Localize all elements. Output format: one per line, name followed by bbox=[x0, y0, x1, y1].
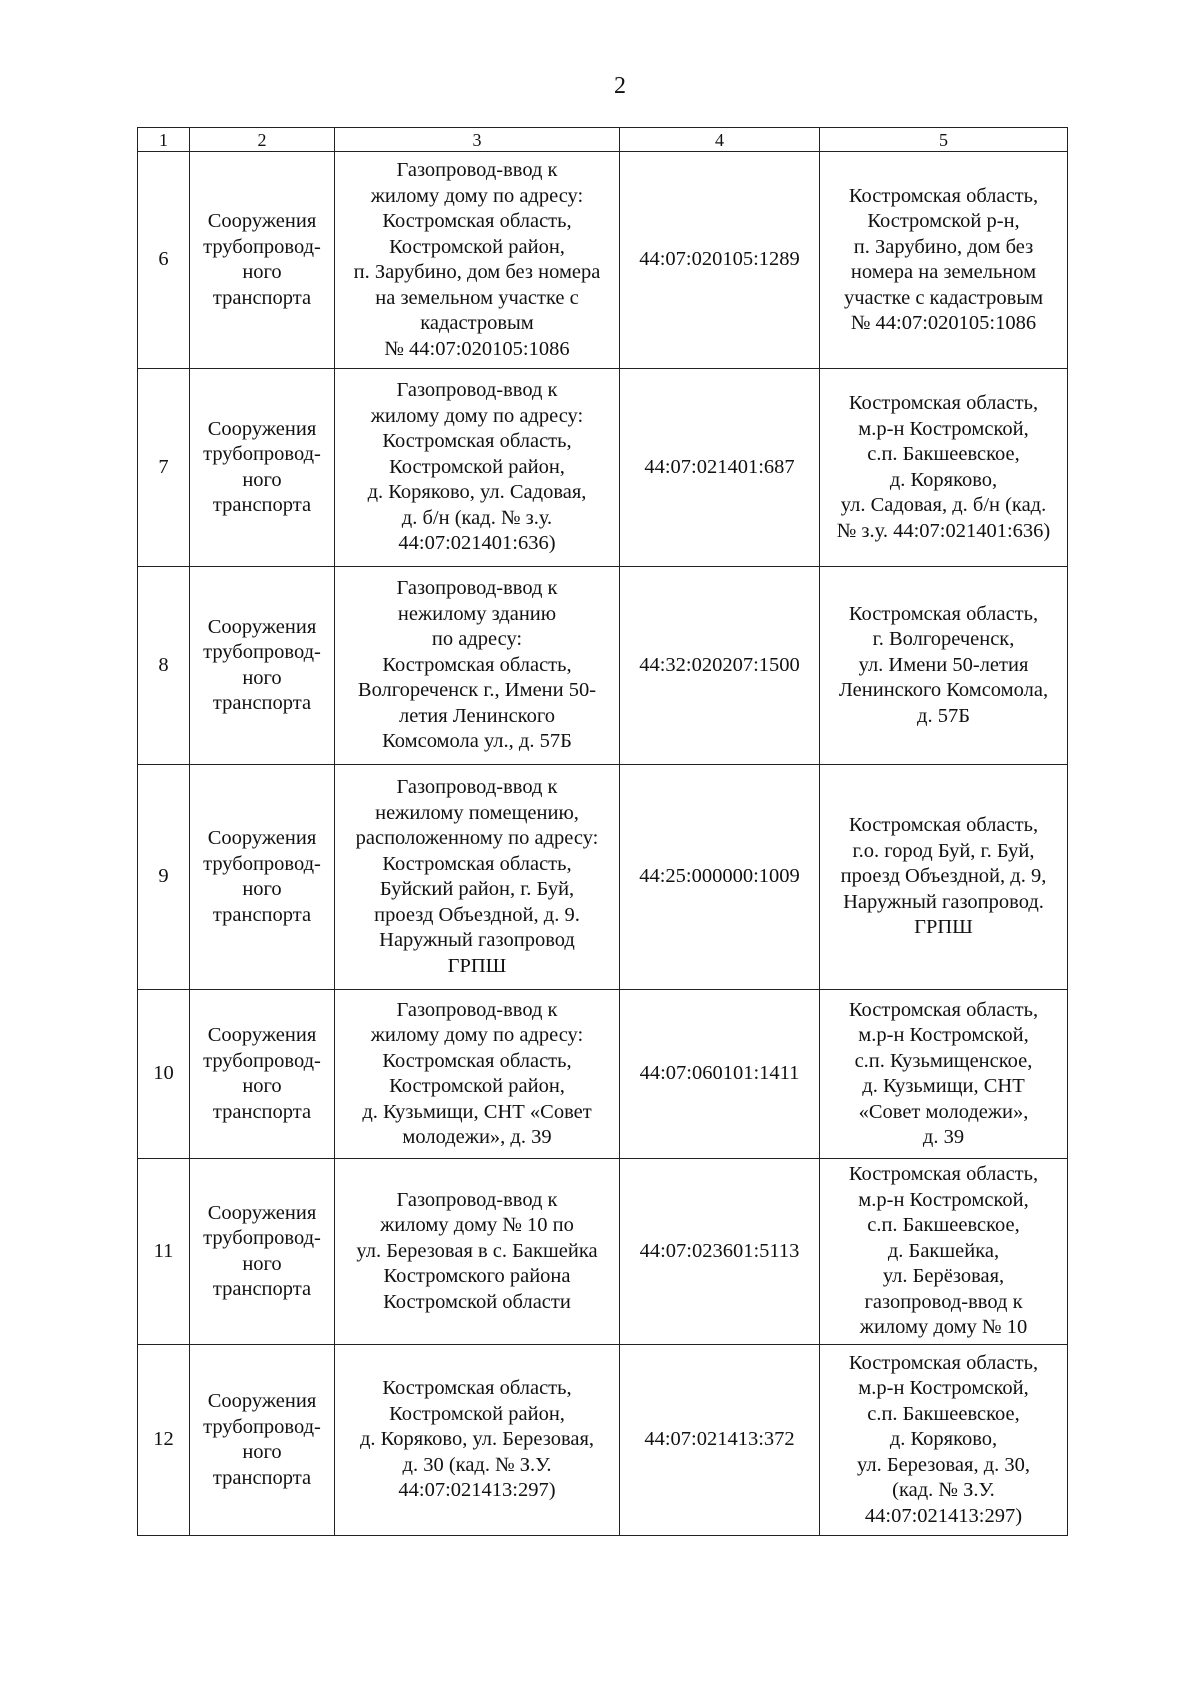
object-type-cell: Сооружения трубопровод- ного транспорта bbox=[190, 152, 335, 369]
table-row bbox=[138, 990, 1068, 1159]
column-number: 4 bbox=[620, 128, 820, 152]
address-cell: Костромская область, Костромской р-н, п. Зарубино, дом без номера на земельном участке с кадастровым № 44:07:020105:1086 bbox=[820, 152, 1068, 369]
row-number-cell: 9 bbox=[138, 765, 190, 990]
row-number-cell: 10 bbox=[138, 990, 190, 1159]
address-cell: Костромская область, м.р-н Костромской, с.п. Бакшеевское, д. Коряково, ул. Березовая, д. 30, (кад. № З.У. 44:07:021413:297) bbox=[820, 1345, 1068, 1536]
object-name-cell: Газопровод-ввод к жилому дому по адресу: Костромская область, Костромской район, п. Зарубино, дом без номера на земельном участке с кадастровым № 44:07:020105:1086 bbox=[335, 152, 620, 369]
object-name-cell: Газопровод-ввод к жилому дому по адресу: Костромская область, Костромской район, д. Кузьмищи, СНТ «Совет молодежи», д. 39 bbox=[335, 990, 620, 1159]
object-name-cell: Газопровод-ввод к нежилому зданию по адресу: Костромская область, Волгореченск г., Имени 50- летия Ленинского Комсомола ул., д. 57Б bbox=[335, 567, 620, 765]
object-type-cell: Сооружения трубопровод- ного транспорта bbox=[190, 369, 335, 567]
table-row bbox=[138, 765, 1068, 990]
table-row bbox=[138, 1345, 1068, 1536]
object-name-cell: Газопровод-ввод к жилому дому № 10 по ул. Березовая в с. Бакшейка Костромского района Костромской области bbox=[335, 1159, 620, 1345]
page-number: 2 bbox=[614, 73, 626, 99]
address-cell: Костромская область, г. Волгореченск, ул. Имени 50-летия Ленинского Комсомола, д. 57Б bbox=[820, 567, 1068, 765]
column-number: 3 bbox=[335, 128, 620, 152]
cadastral-number-cell: 44:07:060101:1411 bbox=[620, 990, 820, 1159]
object-type-cell: Сооружения трубопровод- ного транспорта bbox=[190, 567, 335, 765]
table-row bbox=[138, 369, 1068, 567]
object-type-cell: Сооружения трубопровод- ного транспорта bbox=[190, 1345, 335, 1536]
row-number-cell: 7 bbox=[138, 369, 190, 567]
cadastral-number-cell: 44:32:020207:1500 bbox=[620, 567, 820, 765]
address-cell: Костромская область, м.р-н Костромской, с.п. Кузьмищенское, д. Кузьмищи, СНТ «Совет молодежи», д. 39 bbox=[820, 990, 1068, 1159]
object-type-cell: Сооружения трубопровод- ного транспорта bbox=[190, 990, 335, 1159]
column-number: 5 bbox=[820, 128, 1068, 152]
table-row bbox=[138, 567, 1068, 765]
table-row bbox=[138, 1159, 1068, 1345]
object-type-cell: Сооружения трубопровод- ного транспорта bbox=[190, 765, 335, 990]
address-cell: Костромская область, м.р-н Костромской, с.п. Бакшеевское, д. Бакшейка, ул. Берёзовая, газопровод-ввод к жилому дому № 10 bbox=[820, 1159, 1068, 1345]
cadastral-number-cell: 44:07:023601:5113 bbox=[620, 1159, 820, 1345]
object-name-cell: Костромская область, Костромской район, д. Коряково, ул. Березовая, д. 30 (кад. № З.У. 44:07:021413:297) bbox=[335, 1345, 620, 1536]
row-number-cell: 6 bbox=[138, 152, 190, 369]
registry-table bbox=[137, 127, 1068, 1536]
row-number-cell: 8 bbox=[138, 567, 190, 765]
object-type-cell: Сооружения трубопровод- ного транспорта bbox=[190, 1159, 335, 1345]
address-cell: Костромская область, м.р-н Костромской, с.п. Бакшеевское, д. Коряково, ул. Садовая, д. б/н (кад. № з.у. 44:07:021401:636) bbox=[820, 369, 1068, 567]
object-name-cell: Газопровод-ввод к жилому дому по адресу: Костромская область, Костромской район, д. Коряково, ул. Садовая, д. б/н (кад. № з.у. 44:07:021401:636) bbox=[335, 369, 620, 567]
address-cell: Костромская область, г.о. город Буй, г. Буй, проезд Объездной, д. 9, Наружный газопровод. ГРПШ bbox=[820, 765, 1068, 990]
column-number: 1 bbox=[138, 128, 190, 152]
table-row bbox=[138, 152, 1068, 369]
cadastral-number-cell: 44:07:020105:1289 bbox=[620, 152, 820, 369]
column-number-row bbox=[138, 128, 1068, 152]
row-number-cell: 12 bbox=[138, 1345, 190, 1536]
cadastral-number-cell: 44:25:000000:1009 bbox=[620, 765, 820, 990]
column-number: 2 bbox=[190, 128, 335, 152]
object-name-cell: Газопровод-ввод к нежилому помещению, расположенному по адресу: Костромская область, Буйский район, г. Буй, проезд Объездной, д. 9. Наружный газопровод ГРПШ bbox=[335, 765, 620, 990]
row-number-cell: 11 bbox=[138, 1159, 190, 1345]
cadastral-number-cell: 44:07:021413:372 bbox=[620, 1345, 820, 1536]
cadastral-number-cell: 44:07:021401:687 bbox=[620, 369, 820, 567]
